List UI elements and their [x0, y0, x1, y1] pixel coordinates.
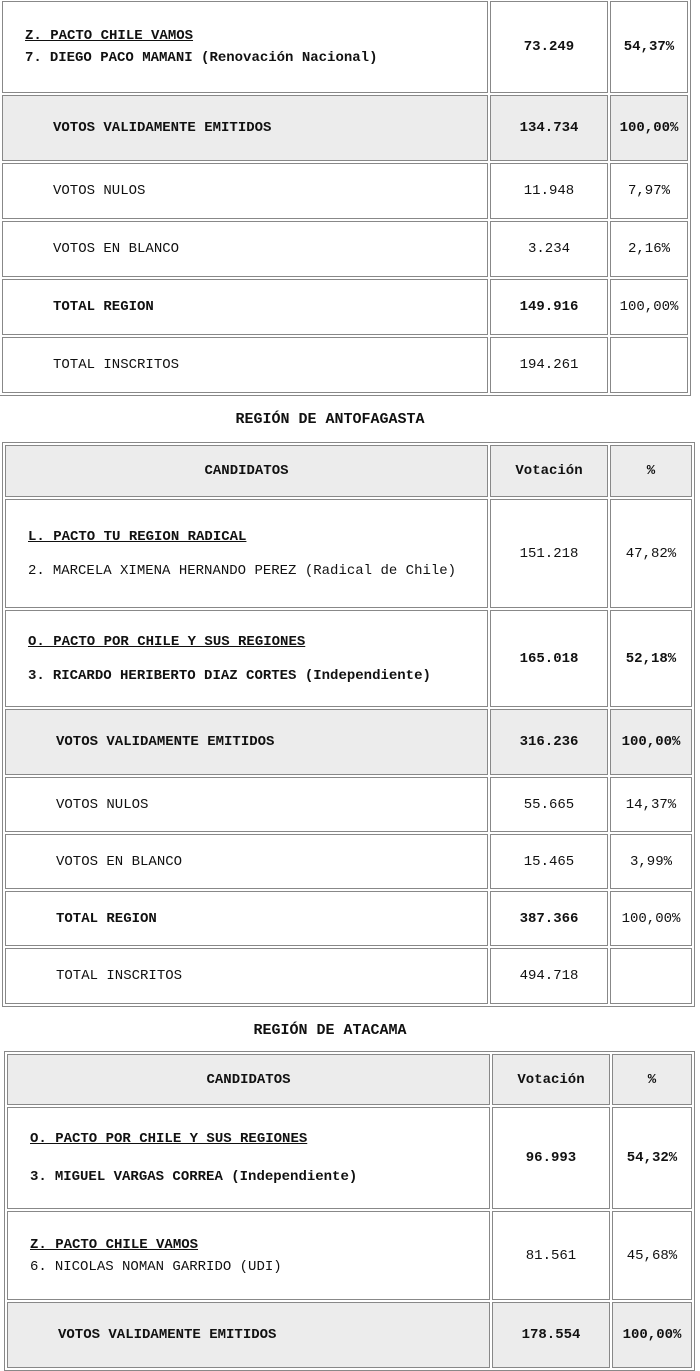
candidate-cell: [7, 1107, 490, 1209]
candidate-row: [2, 1, 688, 93]
votes-value: 96.993: [492, 1107, 610, 1209]
header-votes: Votación: [490, 445, 608, 497]
candidate-number: 2.: [28, 562, 45, 579]
results-table: [4, 1051, 695, 1371]
total-row: [5, 834, 692, 889]
percent-value: 100,00%: [610, 95, 688, 161]
row-label: TOTAL REGION: [2, 279, 488, 335]
candidate-row: [5, 499, 692, 608]
candidate-name: MARCELA XIMENA HERNANDO PEREZ (Radical de Chile): [52, 562, 457, 579]
pact-name: O. PACTO POR CHILE Y SUS REGIONES: [30, 1131, 308, 1147]
total-row: [7, 1302, 692, 1368]
candidate-line: [28, 668, 487, 684]
percent-value: 2,16%: [610, 221, 688, 277]
candidate-cell: [2, 1, 488, 93]
region-title: REGIÓN DE ANTOFAGASTA: [235, 411, 425, 428]
pact-name: Z. PACTO CHILE VAMOS: [25, 28, 194, 44]
candidate-line: [28, 563, 487, 579]
header-candidates: CANDIDATOS: [7, 1054, 490, 1105]
total-row: [2, 221, 688, 277]
percent-value: 7,97%: [610, 163, 688, 219]
percent-value: 47,82%: [610, 499, 692, 608]
percent-value: 45,68%: [612, 1211, 692, 1300]
candidate-name: DIEGO PACO MAMANI (Renovación Nacional): [49, 50, 378, 66]
percent-value: [610, 948, 692, 1004]
votes-value: 316.236: [490, 709, 608, 775]
total-row: [2, 95, 688, 161]
row-label: VOTOS EN BLANCO: [5, 834, 488, 889]
row-label: VOTOS NULOS: [5, 777, 488, 832]
candidate-row: [7, 1211, 692, 1300]
candidate-line: [25, 50, 487, 66]
percent-value: 3,99%: [610, 834, 692, 889]
header-votes: Votación: [492, 1054, 610, 1105]
percent-value: 100,00%: [610, 709, 692, 775]
votes-value: 81.561: [492, 1211, 610, 1300]
candidate-cell: [5, 610, 488, 707]
percent-value: 14,37%: [610, 777, 692, 832]
total-row: [2, 163, 688, 219]
results-table: [2, 442, 695, 1007]
candidate-number: 7.: [25, 50, 42, 66]
header-pct: %: [610, 445, 692, 497]
percent-value: 54,37%: [610, 1, 688, 93]
pact-name: L. PACTO TU REGION RADICAL: [28, 528, 247, 545]
candidate-name: RICARDO HERIBERTO DIAZ CORTES (Independiente): [52, 667, 431, 684]
header-pct: %: [612, 1054, 692, 1105]
total-row: [2, 337, 688, 393]
total-row: [2, 279, 688, 335]
header-candidates: CANDIDATOS: [5, 445, 488, 497]
votes-value: 55.665: [490, 777, 608, 832]
votes-value: 494.718: [490, 948, 608, 1004]
votes-value: 3.234: [490, 221, 608, 277]
votes-value: 11.948: [490, 163, 608, 219]
pact-name: O. PACTO POR CHILE Y SUS REGIONES: [28, 633, 306, 650]
total-row: [5, 777, 692, 832]
row-label: VOTOS VALIDAMENTE EMITIDOS: [2, 95, 488, 161]
candidate-name: MIGUEL VARGAS CORREA (Independiente): [54, 1169, 358, 1185]
row-label: VOTOS VALIDAMENTE EMITIDOS: [5, 709, 488, 775]
pact-name: Z. PACTO CHILE VAMOS: [30, 1236, 199, 1253]
candidate-number: 3.: [30, 1169, 47, 1185]
candidate-line: [30, 1169, 489, 1185]
header-row: [7, 1054, 692, 1105]
row-label: VOTOS NULOS: [2, 163, 488, 219]
votes-value: 149.916: [490, 279, 608, 335]
row-label: TOTAL REGION: [5, 891, 488, 946]
candidate-cell: [5, 499, 488, 608]
votes-value: 387.366: [490, 891, 608, 946]
percent-value: [610, 337, 688, 393]
percent-value: 100,00%: [610, 279, 688, 335]
percent-value: 100,00%: [612, 1302, 692, 1368]
votes-value: 165.018: [490, 610, 608, 707]
votes-value: 178.554: [492, 1302, 610, 1368]
votes-value: 134.734: [490, 95, 608, 161]
candidate-row: [7, 1107, 692, 1209]
candidate-number: 6.: [30, 1258, 47, 1275]
row-label: TOTAL INSCRITOS: [5, 948, 488, 1004]
header-row: [5, 445, 692, 497]
candidate-row: [5, 610, 692, 707]
candidate-number: 3.: [28, 667, 45, 684]
row-label: VOTOS EN BLANCO: [2, 221, 488, 277]
candidate-line: [30, 1259, 489, 1275]
votes-value: 194.261: [490, 337, 608, 393]
percent-value: 100,00%: [610, 891, 692, 946]
percent-value: 54,32%: [612, 1107, 692, 1209]
total-row: [5, 709, 692, 775]
candidate-cell: [7, 1211, 490, 1300]
votes-value: 15.465: [490, 834, 608, 889]
votes-value: 73.249: [490, 1, 608, 93]
percent-value: 52,18%: [610, 610, 692, 707]
votes-value: 151.218: [490, 499, 608, 608]
candidate-name: NICOLAS NOMAN GARRIDO (UDI): [54, 1258, 282, 1275]
total-row: [5, 948, 692, 1004]
total-row: [5, 891, 692, 946]
row-label: VOTOS VALIDAMENTE EMITIDOS: [7, 1302, 490, 1368]
region-title: REGIÓN DE ATACAMA: [253, 1022, 407, 1039]
results-table: [0, 0, 691, 396]
row-label: TOTAL INSCRITOS: [2, 337, 488, 393]
